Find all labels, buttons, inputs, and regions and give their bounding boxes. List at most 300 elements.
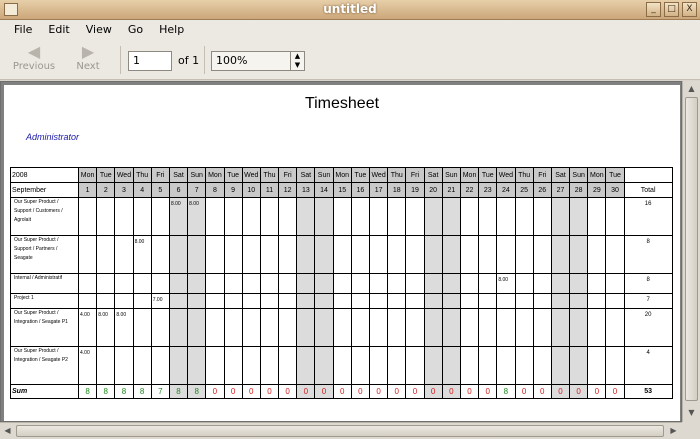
hours-cell[interactable] — [133, 347, 151, 385]
day-name-cell: Sun — [570, 168, 588, 183]
hours-cell[interactable] — [79, 294, 97, 309]
task-label: Internal / Administratif — [11, 274, 79, 294]
day-number-cell: 28 — [570, 183, 588, 198]
hours-cell[interactable] — [388, 274, 406, 294]
hours-cell[interactable] — [260, 274, 278, 294]
day-number-cell: 2 — [97, 183, 115, 198]
hours-cell[interactable] — [188, 309, 206, 347]
hours-cell[interactable] — [442, 294, 460, 309]
hours-cell[interactable]: 4.00 — [79, 309, 97, 347]
hours-cell[interactable] — [151, 198, 169, 236]
title-bar — [0, 0, 700, 20]
hours-cell[interactable] — [351, 294, 369, 309]
hours-cell[interactable] — [260, 347, 278, 385]
hours-cell[interactable] — [242, 309, 260, 347]
hours-cell[interactable] — [606, 294, 624, 309]
hours-cell[interactable] — [242, 236, 260, 274]
day-sum-cell: 0 — [260, 385, 278, 399]
previous-button[interactable] — [6, 43, 62, 77]
hours-cell[interactable] — [351, 236, 369, 274]
day-number-cell: 6 — [169, 183, 187, 198]
day-name-cell: Tue — [224, 168, 242, 183]
hours-cell[interactable] — [606, 347, 624, 385]
hours-cell[interactable]: 8.00 — [115, 309, 133, 347]
hours-cell[interactable] — [260, 294, 278, 309]
previous-label: Previous — [12, 61, 56, 72]
horizontal-scrollbar[interactable] — [0, 422, 682, 439]
hours-cell[interactable] — [479, 347, 497, 385]
page-number-input[interactable]: 1 — [128, 51, 172, 71]
hours-cell[interactable] — [442, 236, 460, 274]
hours-cell[interactable] — [151, 347, 169, 385]
hours-cell[interactable] — [224, 347, 242, 385]
month-cell: September — [11, 183, 79, 198]
hours-cell[interactable] — [279, 274, 297, 294]
hours-cell[interactable] — [406, 236, 424, 274]
hours-cell[interactable] — [260, 198, 278, 236]
hours-cell[interactable] — [442, 347, 460, 385]
hours-cell[interactable] — [315, 236, 333, 274]
hours-cell[interactable] — [442, 309, 460, 347]
menu-view[interactable]: View — [85, 23, 112, 36]
hours-cell[interactable] — [388, 198, 406, 236]
hours-cell[interactable] — [224, 309, 242, 347]
row-total: 16 — [624, 198, 672, 236]
hours-cell[interactable] — [533, 198, 551, 236]
hours-cell[interactable] — [424, 347, 442, 385]
hours-cell[interactable] — [206, 198, 224, 236]
hours-cell[interactable]: 8.00 — [97, 309, 115, 347]
hours-cell[interactable] — [370, 347, 388, 385]
maximize-button[interactable]: □ — [664, 2, 679, 17]
hours-cell[interactable] — [297, 236, 315, 274]
task-label: Our Super Product / Integration / Seagate P1 — [11, 309, 79, 347]
day-number-cell: 25 — [515, 183, 533, 198]
hours-cell[interactable] — [588, 294, 606, 309]
hours-cell[interactable] — [297, 309, 315, 347]
day-number-cell: 26 — [533, 183, 551, 198]
hours-cell[interactable] — [188, 236, 206, 274]
day-name-cell: Tue — [97, 168, 115, 183]
menu-go[interactable]: Go — [127, 23, 144, 36]
day-sum-cell: 8 — [169, 385, 187, 399]
hours-cell[interactable] — [515, 309, 533, 347]
window-title: untitled — [323, 2, 377, 16]
hours-cell[interactable] — [551, 274, 569, 294]
day-name-cell: Sun — [442, 168, 460, 183]
hours-cell[interactable] — [442, 198, 460, 236]
hours-cell[interactable] — [533, 347, 551, 385]
day-sum-cell: 8 — [133, 385, 151, 399]
hours-cell[interactable] — [115, 274, 133, 294]
hours-cell[interactable] — [333, 309, 351, 347]
hours-cell[interactable] — [406, 294, 424, 309]
day-sum-cell: 0 — [570, 385, 588, 399]
day-sum-cell: 0 — [479, 385, 497, 399]
day-sum-cell: 8 — [97, 385, 115, 399]
total-header: Total — [624, 183, 672, 198]
hours-cell[interactable] — [551, 198, 569, 236]
hours-cell[interactable] — [188, 274, 206, 294]
hours-cell[interactable] — [97, 236, 115, 274]
task-label: Our Super Product / Integration / Seagate P2 — [11, 347, 79, 385]
row-total: 8 — [624, 236, 672, 274]
hours-cell[interactable] — [188, 347, 206, 385]
hours-cell[interactable] — [260, 236, 278, 274]
day-name-cell: Fri — [406, 168, 424, 183]
hours-cell[interactable] — [224, 294, 242, 309]
hours-cell[interactable] — [551, 309, 569, 347]
hours-cell[interactable] — [551, 236, 569, 274]
hours-cell[interactable] — [406, 347, 424, 385]
hours-cell[interactable] — [388, 236, 406, 274]
day-number-cell: 30 — [606, 183, 624, 198]
hours-cell[interactable] — [333, 274, 351, 294]
hours-cell[interactable] — [533, 309, 551, 347]
hours-cell[interactable] — [206, 236, 224, 274]
hours-cell[interactable] — [588, 236, 606, 274]
day-name-cell: Fri — [151, 168, 169, 183]
day-number-cell: 24 — [497, 183, 515, 198]
hours-cell[interactable] — [479, 309, 497, 347]
hours-cell[interactable] — [206, 294, 224, 309]
toolbar-separator — [120, 46, 121, 74]
day-sum-cell: 0 — [442, 385, 460, 399]
day-name-cell: Thu — [260, 168, 278, 183]
hours-cell[interactable] — [606, 309, 624, 347]
day-sum-cell: 0 — [424, 385, 442, 399]
horizontal-scroll-thumb[interactable] — [16, 425, 664, 437]
hours-cell[interactable] — [97, 294, 115, 309]
header-row-daynames — [11, 168, 673, 183]
hours-cell[interactable]: 4.00 — [79, 347, 97, 385]
menu-help[interactable]: Help — [159, 23, 185, 36]
day-name-cell: Sat — [169, 168, 187, 183]
day-sum-cell: 0 — [515, 385, 533, 399]
hours-cell[interactable] — [370, 309, 388, 347]
hours-cell[interactable] — [570, 274, 588, 294]
hours-cell[interactable]: 8.00 — [497, 274, 515, 294]
hours-cell[interactable] — [460, 309, 478, 347]
hours-cell[interactable] — [169, 294, 187, 309]
hours-cell[interactable] — [551, 347, 569, 385]
hours-cell[interactable] — [388, 294, 406, 309]
hours-cell[interactable] — [279, 309, 297, 347]
scroll-down-icon[interactable]: ▼ — [688, 408, 695, 417]
hours-cell[interactable] — [351, 309, 369, 347]
day-number-cell: 22 — [460, 183, 478, 198]
hours-cell[interactable] — [460, 294, 478, 309]
task-label: Our Super Product / Support / Customers / Agrolait — [11, 198, 79, 236]
day-sum-cell: 0 — [297, 385, 315, 399]
hours-cell[interactable] — [479, 198, 497, 236]
hours-cell[interactable] — [460, 236, 478, 274]
hours-cell[interactable] — [97, 347, 115, 385]
hours-cell[interactable] — [533, 294, 551, 309]
day-number-cell: 12 — [279, 183, 297, 198]
day-sum-cell: 0 — [315, 385, 333, 399]
day-sum-cell: 8 — [188, 385, 206, 399]
day-name-cell: Sun — [188, 168, 206, 183]
hours-cell[interactable] — [79, 198, 97, 236]
timesheet-table — [10, 167, 673, 399]
hours-cell[interactable] — [79, 236, 97, 274]
hours-cell[interactable] — [206, 309, 224, 347]
hours-cell[interactable] — [424, 198, 442, 236]
table-row — [11, 274, 673, 294]
day-name-cell: Mon — [333, 168, 351, 183]
hours-cell[interactable] — [570, 294, 588, 309]
day-name-cell: Sat — [297, 168, 315, 183]
hours-cell[interactable] — [515, 294, 533, 309]
hours-cell[interactable] — [570, 198, 588, 236]
row-total: 20 — [624, 309, 672, 347]
day-number-cell: 1 — [79, 183, 97, 198]
scroll-up-icon[interactable]: ▲ — [688, 84, 695, 93]
day-number-cell: 8 — [206, 183, 224, 198]
hours-cell[interactable] — [515, 198, 533, 236]
zoom-spinner-icon[interactable]: ▲ ▼ — [290, 52, 304, 70]
document-viewport[interactable] — [0, 81, 682, 422]
hours-cell[interactable] — [606, 198, 624, 236]
menu-edit[interactable]: Edit — [48, 23, 70, 36]
hours-cell[interactable] — [388, 309, 406, 347]
hours-cell[interactable] — [115, 347, 133, 385]
zoom-value: 100% — [216, 54, 248, 67]
hours-cell[interactable] — [497, 236, 515, 274]
hours-cell[interactable] — [406, 274, 424, 294]
hours-cell[interactable] — [606, 236, 624, 274]
hours-cell[interactable] — [479, 274, 497, 294]
day-sum-cell: 0 — [279, 385, 297, 399]
hours-cell[interactable] — [206, 274, 224, 294]
day-number-cell: 7 — [188, 183, 206, 198]
hours-cell[interactable] — [406, 309, 424, 347]
day-number-cell: 17 — [370, 183, 388, 198]
hours-cell[interactable] — [497, 347, 515, 385]
table-row — [11, 309, 673, 347]
hours-cell[interactable] — [588, 198, 606, 236]
hours-cell[interactable] — [460, 347, 478, 385]
hours-cell[interactable] — [315, 274, 333, 294]
hours-cell[interactable] — [479, 236, 497, 274]
hours-cell[interactable] — [151, 274, 169, 294]
table-row — [11, 294, 673, 309]
hours-cell[interactable] — [515, 236, 533, 274]
hours-cell[interactable] — [351, 274, 369, 294]
hours-cell[interactable] — [206, 347, 224, 385]
row-total: 7 — [624, 294, 672, 309]
day-name-cell: Tue — [606, 168, 624, 183]
hours-cell[interactable] — [133, 309, 151, 347]
hours-cell[interactable] — [242, 274, 260, 294]
hours-cell[interactable] — [315, 309, 333, 347]
hours-cell[interactable] — [551, 294, 569, 309]
hours-cell[interactable] — [588, 309, 606, 347]
grand-total: 53 — [624, 385, 672, 399]
task-label: Our Super Product / Support / Partners / Seagate — [11, 236, 79, 274]
hours-cell[interactable] — [388, 347, 406, 385]
day-name-cell: Wed — [115, 168, 133, 183]
day-sum-cell: 0 — [533, 385, 551, 399]
hours-cell[interactable] — [606, 274, 624, 294]
hours-cell[interactable] — [315, 198, 333, 236]
hours-cell[interactable] — [533, 236, 551, 274]
sum-row — [11, 385, 673, 399]
day-sum-cell: 0 — [351, 385, 369, 399]
hours-cell[interactable]: 8.00 — [133, 236, 151, 274]
hours-cell[interactable] — [370, 236, 388, 274]
hours-cell[interactable] — [260, 309, 278, 347]
hours-cell[interactable] — [497, 309, 515, 347]
scroll-right-icon[interactable]: ▶ — [670, 426, 677, 435]
next-button[interactable] — [60, 43, 116, 77]
hours-cell[interactable] — [297, 294, 315, 309]
day-name-cell: Thu — [388, 168, 406, 183]
hours-cell[interactable] — [588, 274, 606, 294]
hours-cell[interactable] — [460, 198, 478, 236]
arrow-left-icon: ◀ — [27, 42, 41, 61]
hours-cell[interactable] — [570, 309, 588, 347]
hours-cell[interactable] — [442, 274, 460, 294]
hours-cell[interactable] — [406, 198, 424, 236]
hours-cell[interactable] — [169, 347, 187, 385]
hours-cell[interactable] — [97, 274, 115, 294]
hours-cell[interactable] — [133, 198, 151, 236]
day-number-cell: 9 — [224, 183, 242, 198]
hours-cell[interactable] — [333, 294, 351, 309]
hours-cell[interactable] — [279, 236, 297, 274]
hours-cell[interactable] — [497, 198, 515, 236]
day-number-cell: 14 — [315, 183, 333, 198]
hours-cell[interactable] — [370, 294, 388, 309]
hours-cell[interactable] — [479, 294, 497, 309]
day-number-cell: 4 — [133, 183, 151, 198]
scroll-corner — [682, 422, 700, 439]
hours-cell[interactable] — [351, 347, 369, 385]
day-number-cell: 15 — [333, 183, 351, 198]
day-number-cell: 16 — [351, 183, 369, 198]
day-name-cell: Mon — [460, 168, 478, 183]
hours-cell[interactable]: 8.00 — [188, 198, 206, 236]
hours-cell[interactable] — [333, 236, 351, 274]
day-sum-cell: 8 — [79, 385, 97, 399]
hours-cell[interactable] — [169, 309, 187, 347]
day-sum-cell: 0 — [460, 385, 478, 399]
day-number-cell: 21 — [442, 183, 460, 198]
hours-cell[interactable] — [115, 236, 133, 274]
vertical-scrollbar[interactable] — [682, 81, 700, 422]
hours-cell[interactable] — [370, 274, 388, 294]
hours-cell[interactable] — [533, 274, 551, 294]
hours-cell[interactable] — [424, 294, 442, 309]
hours-cell[interactable] — [133, 274, 151, 294]
hours-cell[interactable] — [279, 198, 297, 236]
hours-cell[interactable] — [224, 236, 242, 274]
day-name-cell: Fri — [533, 168, 551, 183]
hours-cell[interactable]: 8.00 — [169, 198, 187, 236]
document-page — [4, 85, 680, 422]
page-count: of 1 — [178, 54, 200, 67]
hours-cell[interactable] — [424, 274, 442, 294]
hours-cell[interactable] — [315, 294, 333, 309]
day-sum-cell: 0 — [551, 385, 569, 399]
hours-cell[interactable] — [115, 198, 133, 236]
day-number-cell: 19 — [406, 183, 424, 198]
hours-cell[interactable] — [424, 309, 442, 347]
hours-cell[interactable] — [242, 198, 260, 236]
day-number-cell: 13 — [297, 183, 315, 198]
day-number-cell: 3 — [115, 183, 133, 198]
hours-cell[interactable] — [151, 309, 169, 347]
hours-cell[interactable] — [460, 274, 478, 294]
hours-cell[interactable] — [424, 236, 442, 274]
hours-cell[interactable] — [97, 198, 115, 236]
day-name-cell: Mon — [79, 168, 97, 183]
day-sum-cell: 0 — [333, 385, 351, 399]
hours-cell[interactable] — [279, 294, 297, 309]
day-name-cell: Thu — [515, 168, 533, 183]
hours-cell[interactable] — [570, 347, 588, 385]
hours-cell[interactable] — [497, 294, 515, 309]
toolbar-separator — [204, 46, 205, 74]
table-row — [11, 347, 673, 385]
doc-user: Administrator — [26, 132, 80, 142]
hours-cell[interactable] — [169, 236, 187, 274]
hours-cell[interactable] — [169, 274, 187, 294]
hours-cell[interactable] — [242, 347, 260, 385]
hours-cell[interactable] — [188, 294, 206, 309]
hours-cell[interactable] — [315, 347, 333, 385]
hours-cell[interactable] — [297, 347, 315, 385]
hours-cell[interactable] — [570, 236, 588, 274]
day-sum-cell: 8 — [115, 385, 133, 399]
day-sum-cell: 8 — [497, 385, 515, 399]
arrow-right-icon: ▶ — [81, 42, 95, 61]
close-button[interactable]: X — [682, 2, 697, 17]
hours-cell[interactable] — [133, 294, 151, 309]
header-row-daynumbers — [11, 183, 673, 198]
hours-cell[interactable] — [242, 294, 260, 309]
day-name-cell: Wed — [370, 168, 388, 183]
hours-cell[interactable] — [297, 198, 315, 236]
day-number-cell: 10 — [242, 183, 260, 198]
hours-cell[interactable] — [370, 198, 388, 236]
hours-cell[interactable] — [115, 294, 133, 309]
vertical-scroll-thumb[interactable] — [685, 97, 698, 401]
day-name-cell: Thu — [133, 168, 151, 183]
hours-cell[interactable] — [79, 274, 97, 294]
minimize-button[interactable]: _ — [646, 2, 661, 17]
zoom-select[interactable] — [211, 51, 305, 71]
hours-cell[interactable] — [333, 347, 351, 385]
scroll-left-icon[interactable]: ◀ — [4, 426, 11, 435]
day-sum-cell: 0 — [242, 385, 260, 399]
menu-file[interactable]: File — [14, 23, 33, 36]
hours-cell[interactable] — [279, 347, 297, 385]
hours-cell[interactable] — [224, 198, 242, 236]
hours-cell[interactable] — [588, 347, 606, 385]
hours-cell[interactable] — [151, 236, 169, 274]
hours-cell[interactable]: 7.00 — [151, 294, 169, 309]
hours-cell[interactable] — [297, 274, 315, 294]
hours-cell[interactable] — [351, 198, 369, 236]
hours-cell[interactable] — [333, 198, 351, 236]
hours-cell[interactable] — [224, 274, 242, 294]
hours-cell[interactable] — [515, 347, 533, 385]
table-row — [11, 198, 673, 236]
hours-cell[interactable] — [515, 274, 533, 294]
